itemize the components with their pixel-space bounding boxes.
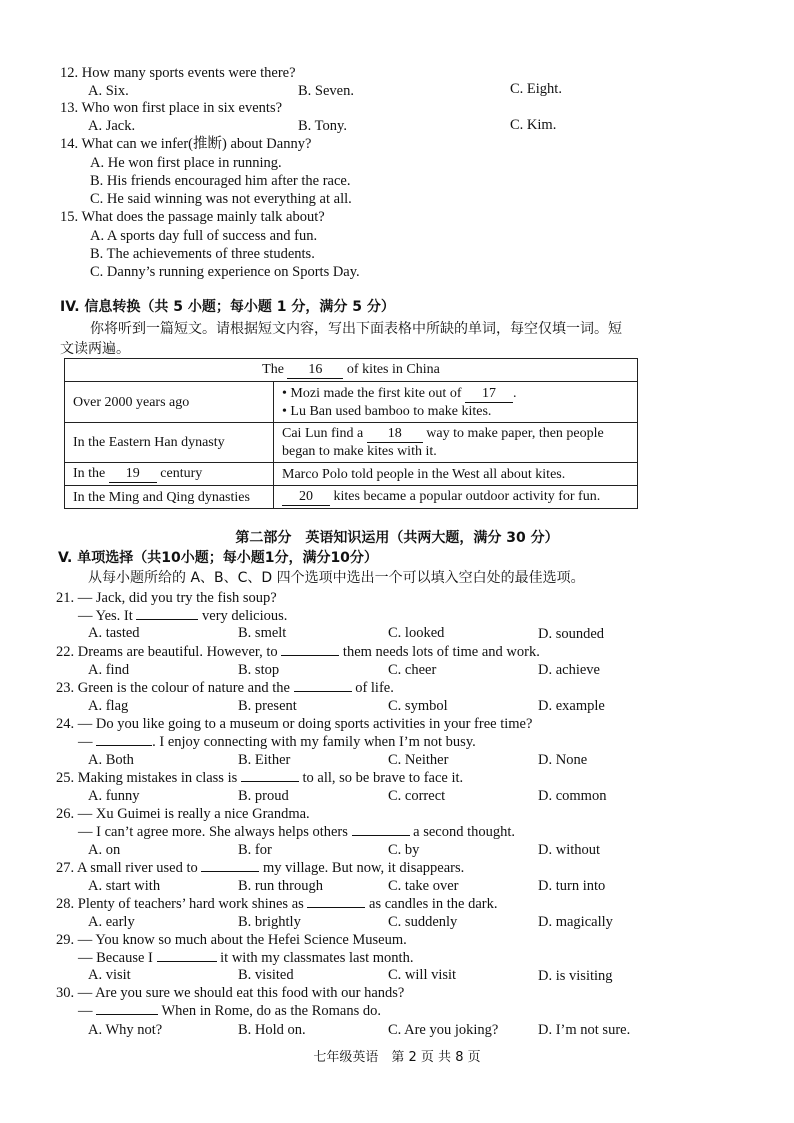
section-iv-title: IV. 信息转换（共 5 小题；每小题 1 分，满分 5 分） xyxy=(60,299,395,315)
kite-history-table xyxy=(64,358,638,509)
q22-option-b: B. stop xyxy=(238,662,280,678)
q13-option-c: C. Kim. xyxy=(510,117,557,133)
answer-blank xyxy=(352,835,410,836)
q13-option-b: B. Tony. xyxy=(298,118,347,134)
answer-blank xyxy=(96,745,152,746)
q24-option-a: A. Both xyxy=(88,752,134,768)
q24-option-b: B. Either xyxy=(238,752,291,768)
q21-option-b: B. smelt xyxy=(238,625,287,641)
q26-option-a: A. on xyxy=(88,842,121,858)
q26-option-c: C. by xyxy=(388,842,420,858)
row1-bullet-1 xyxy=(282,385,629,403)
blank-19: 19 xyxy=(109,466,157,483)
row1-bullet-2-text: Lu Ban used bamboo to make kites. xyxy=(290,403,492,419)
q24-option-c: C. Neither xyxy=(388,752,449,768)
question-21-line2: — Yes. It very delicious. xyxy=(78,608,288,624)
row1-bullet-1-suffix: . xyxy=(512,385,517,401)
q14-option-b: B. His friends encouraged him after the race. xyxy=(90,173,351,189)
row2-line-1 xyxy=(282,425,629,443)
q27-option-d: D. turn into xyxy=(538,878,606,894)
row3-period-prefix: In the xyxy=(73,466,106,481)
row4-period: In the Ming and Qing dynasties xyxy=(65,486,274,509)
q29-option-c: C. will visit xyxy=(388,967,457,983)
blank-18: 18 xyxy=(367,426,423,443)
q26-option-b: B. for xyxy=(238,842,272,858)
row1-period: Over 2000 years ago xyxy=(65,382,274,423)
row1-bullet-2 xyxy=(282,403,629,420)
table-row xyxy=(65,486,638,509)
question-28-stem: 28. Plenty of teachers’ hard work shines as as candles in the dark. xyxy=(56,896,498,912)
q25-option-a: A. funny xyxy=(88,788,140,804)
row3-period-suffix: century xyxy=(160,466,203,481)
q14-option-c: C. He said winning was not everything at all. xyxy=(90,191,352,207)
q22-option-c: C. cheer xyxy=(388,662,437,678)
q25-option-d: D. common xyxy=(538,788,607,804)
answer-blank xyxy=(201,871,259,872)
q23-option-b: B. present xyxy=(238,698,297,714)
row1-bullet-1-prefix: Mozi made the first kite out of xyxy=(290,385,462,401)
table-title-cell xyxy=(65,359,638,382)
answer-blank xyxy=(96,1014,158,1015)
q22-option-a: A. find xyxy=(88,662,130,678)
q21-option-d: D. sounded xyxy=(538,626,605,642)
row4-suffix: kites became a popular outdoor activity for fun. xyxy=(333,489,601,504)
row2-prefix: Cai Lun find a xyxy=(282,426,364,441)
bullet-icon: • xyxy=(282,403,287,419)
q24-option-d: D. None xyxy=(538,752,588,768)
table-title-suffix: of kites in China xyxy=(346,362,440,377)
question-27-stem: 27. A small river used to my village. But now, it disappears. xyxy=(56,860,465,876)
section-iv-instruction-line2: 文读两遍。 xyxy=(60,341,130,357)
blank-20: 20 xyxy=(282,489,330,506)
question-15-stem: 15. What does the passage mainly talk about? xyxy=(60,209,325,225)
q12-option-c: C. Eight. xyxy=(510,81,562,97)
question-24-line1: 24. — Do you like going to a museum or doing sports activities in your free time? xyxy=(56,716,533,732)
q27-option-c: C. take over xyxy=(388,878,459,894)
q21-option-a: A. tasted xyxy=(88,625,140,641)
answer-blank xyxy=(241,781,299,782)
row4-events xyxy=(274,486,638,509)
q25-option-c: C. correct xyxy=(388,788,446,804)
q23-option-c: C. symbol xyxy=(388,698,448,714)
row2-period: In the Eastern Han dynasty xyxy=(65,423,274,463)
q30-option-b: B. Hold on. xyxy=(238,1022,306,1038)
answer-blank xyxy=(157,961,217,962)
table-title-prefix: The xyxy=(262,362,284,377)
question-14-stem: 14. What can we infer(推断) about Danny? xyxy=(60,136,312,152)
section-v-instruction: 从每小题所给的 A、B、C、D 四个选项中选出一个可以填入空白处的最佳选项。 xyxy=(88,570,585,586)
q15-option-c: C. Danny’s running experience on Sports Day. xyxy=(90,264,360,280)
q22-option-d: D. achieve xyxy=(538,662,600,678)
q29-option-d: D. is visiting xyxy=(538,968,613,984)
table-row xyxy=(65,382,638,423)
q13-option-a: A. Jack. xyxy=(88,118,136,134)
page-footer: 七年级英语 第 2 页 共 8 页 xyxy=(313,1050,481,1065)
q30-option-a: A. Why not? xyxy=(88,1022,163,1038)
bullet-icon: • xyxy=(282,385,287,401)
q21-option-c: C. looked xyxy=(388,625,445,641)
answer-blank xyxy=(281,655,339,656)
blank-17: 17 xyxy=(465,386,513,403)
q29-option-a: A. visit xyxy=(88,967,131,983)
question-30-line2: — When in Rome, do as the Romans do. xyxy=(78,1003,381,1019)
q14-option-a: A. He won first place in running. xyxy=(90,155,282,171)
question-26-line2: — I can’t agree more. She always helps others a second thought. xyxy=(78,824,516,840)
blank-16: 16 xyxy=(287,362,343,379)
q28-option-b: B. brightly xyxy=(238,914,301,930)
table-row xyxy=(65,423,638,463)
table-title-row xyxy=(65,359,638,382)
q26-option-d: D. without xyxy=(538,842,601,858)
q28-option-a: A. early xyxy=(88,914,135,930)
question-29-line1: 29. — You know so much about the Hefei Science Museum. xyxy=(56,932,407,948)
answer-blank xyxy=(136,619,198,620)
section-v-title: V. 单项选择（共10小题；每小题1分，满分10分） xyxy=(58,550,378,566)
question-30-line1: 30. — Are you sure we should eat this food with our hands? xyxy=(56,985,405,1001)
answer-blank xyxy=(307,907,365,908)
section-iv-instruction-line1: 你将听到一篇短文。请根据短文内容，写出下面表格中所缺的单词，每空仅填一词。短 xyxy=(90,321,622,337)
question-24-line2: — . I enjoy connecting with my family when I’m not busy. xyxy=(78,734,476,750)
q12-option-b: B. Seven. xyxy=(298,83,354,99)
q23-option-d: D. example xyxy=(538,698,605,714)
q23-option-a: A. flag xyxy=(88,698,129,714)
q29-option-b: B. visited xyxy=(238,967,294,983)
q30-option-d: D. I’m not sure. xyxy=(538,1022,631,1038)
answer-blank xyxy=(294,691,352,692)
question-22-stem: 22. Dreams are beautiful. However, to them needs lots of time and work. xyxy=(56,644,540,660)
question-25-stem: 25. Making mistakes in class is to all, so be brave to face it. xyxy=(56,770,464,786)
question-29-line2: — Because I it with my classmates last month. xyxy=(78,950,414,966)
question-23-stem: 23. Green is the colour of nature and the of life. xyxy=(56,680,394,696)
row3-events: Marco Polo told people in the West all about kites. xyxy=(274,463,638,486)
q28-option-c: C. suddenly xyxy=(388,914,458,930)
row2-line-2: began to make kites with it. xyxy=(282,444,437,459)
row1-events xyxy=(274,382,638,423)
q15-option-b: B. The achievements of three students. xyxy=(90,246,315,262)
row2-suffix: way to make paper, then people xyxy=(426,426,604,441)
q28-option-d: D. magically xyxy=(538,914,613,930)
row2-events xyxy=(274,423,638,463)
question-13-stem: 13. Who won first place in six events? xyxy=(60,100,283,116)
q27-option-a: A. start with xyxy=(88,878,161,894)
q15-option-a: A. A sports day full of success and fun. xyxy=(90,228,318,244)
part-2-title: 第二部分 英语知识运用（共两大题，满分 30 分） xyxy=(235,530,559,546)
q27-option-b: B. run through xyxy=(238,878,323,894)
question-12-stem: 12. How many sports events were there? xyxy=(60,65,296,81)
table-row xyxy=(65,463,638,486)
question-21-line1: 21. — Jack, did you try the fish soup? xyxy=(56,590,277,606)
row3-period xyxy=(65,463,274,486)
q30-option-c: C. Are you joking? xyxy=(388,1022,499,1038)
q25-option-b: B. proud xyxy=(238,788,289,804)
question-26-line1: 26. — Xu Guimei is really a nice Grandma. xyxy=(56,806,310,822)
q12-option-a: A. Six. xyxy=(88,83,129,99)
